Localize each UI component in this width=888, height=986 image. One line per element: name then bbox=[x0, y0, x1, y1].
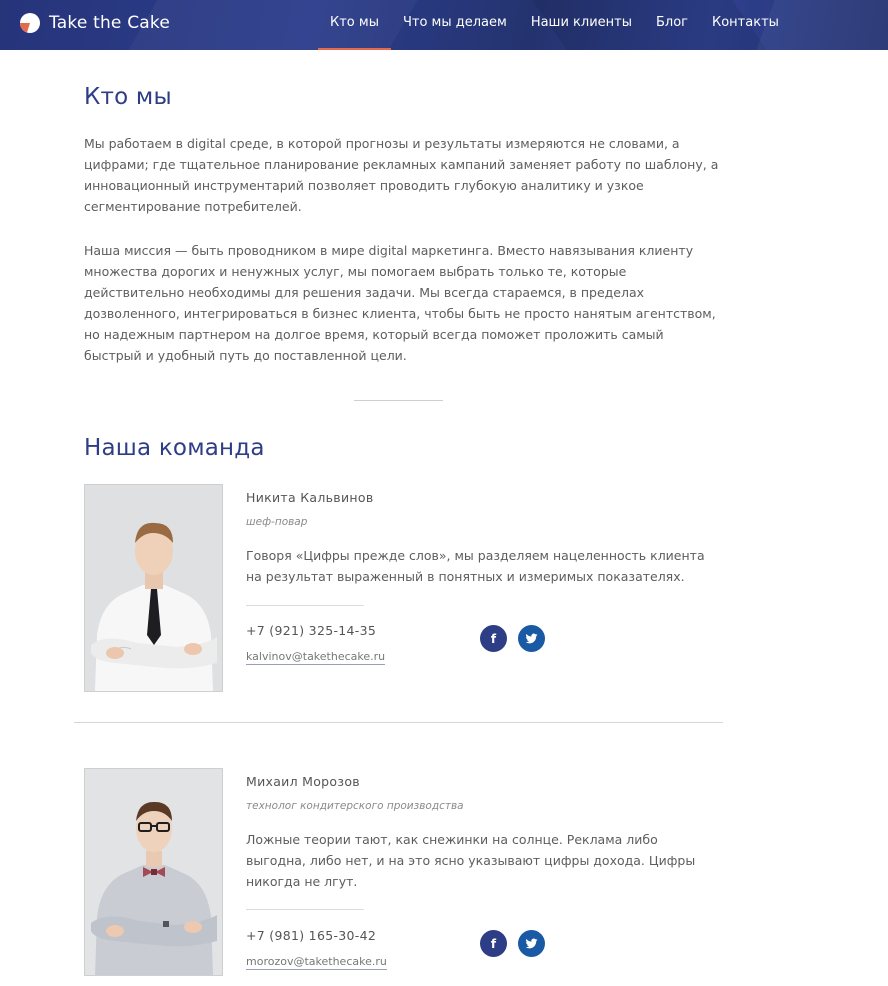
facebook-button[interactable] bbox=[480, 930, 507, 957]
section-divider bbox=[354, 400, 443, 401]
member-contact-divider bbox=[246, 909, 364, 910]
member-name: Михаил Морозов bbox=[246, 774, 360, 789]
member-divider bbox=[74, 722, 723, 723]
cake-slice-logo-icon bbox=[19, 12, 41, 34]
site-logo-link[interactable] bbox=[19, 11, 170, 35]
mission-paragraph: Наша миссия — быть проводником в мире digital маркетинга. Вместо навязывания клиенту множества дорогих и ненужных услуг, мы помогаем выбрать только те, которые действительно необходимы для решения задачи. Мы всегда стараемся, в пределах дозволенного, интегрироваться в бизнес клиента, чтобы быть не просто нанятым агентством, но надежным партнером на долгое время, который всегда поможет проложить самый быстрый и удобный путь до поставленной цели. bbox=[84, 243, 716, 363]
member-photo bbox=[84, 768, 223, 976]
top-navigation-bar bbox=[0, 0, 888, 50]
member-role: шеф-повар bbox=[246, 516, 308, 528]
nav-item-clients[interactable]: Наши клиенты bbox=[530, 15, 632, 30]
member-contact-divider bbox=[246, 605, 364, 606]
member-phone: +7 (981) 165-30-42 bbox=[246, 928, 377, 943]
member-email-link[interactable]: kalvinov@takethecake.ru bbox=[246, 650, 386, 663]
member-name: Никита Кальвинов bbox=[246, 490, 374, 505]
twitter-bird-icon bbox=[525, 632, 538, 645]
team-title: Наша команда bbox=[84, 435, 265, 461]
member-quote: Говоря «Цифры прежде слов», мы разделяем нацеленность клиента на результат выраженный в понятных и измеримых показателях. bbox=[246, 548, 705, 584]
twitter-bird-icon bbox=[525, 937, 538, 950]
nav-item-blog[interactable]: Блог bbox=[655, 15, 688, 30]
facebook-icon: f bbox=[490, 936, 497, 951]
about-paragraph: Мы работаем в digital среде, в которой прогнозы и результаты измеряются не словами, а цифрами; где тщательное планирование рекламных кампаний заменяет работу по шаблону, а инновационный инструментарий позволяет проводить глубокую аналитику и узкое сегментирование потребителей. bbox=[84, 136, 719, 214]
nav-item-who-we-are[interactable]: Кто мы bbox=[318, 0, 391, 50]
nav-item-what-we-do[interactable]: Что мы делаем bbox=[402, 15, 507, 30]
facebook-button[interactable] bbox=[480, 625, 507, 652]
twitter-button[interactable] bbox=[518, 930, 545, 957]
twitter-button[interactable] bbox=[518, 625, 545, 652]
member-email-link[interactable]: morozov@takethecake.ru bbox=[246, 955, 387, 968]
facebook-icon: f bbox=[490, 631, 497, 646]
member-phone: +7 (921) 325-14-35 bbox=[246, 623, 377, 638]
nav-item-contacts[interactable]: Контакты bbox=[712, 15, 779, 30]
main-nav bbox=[318, 0, 791, 50]
member-role: технолог кондитерского производства bbox=[246, 800, 464, 812]
member-portrait-image bbox=[85, 485, 222, 691]
member-quote: Ложные теории тают, как снежинки на солнце. Реклама либо выгодна, либо нет, и на это ясно указывают цифры дохода. Цифры никогда не лгут. bbox=[246, 832, 696, 889]
logo-text: Take the Cake bbox=[49, 13, 170, 33]
about-title: Кто мы bbox=[84, 84, 172, 110]
member-portrait-image bbox=[85, 769, 222, 975]
member-photo bbox=[84, 484, 223, 692]
